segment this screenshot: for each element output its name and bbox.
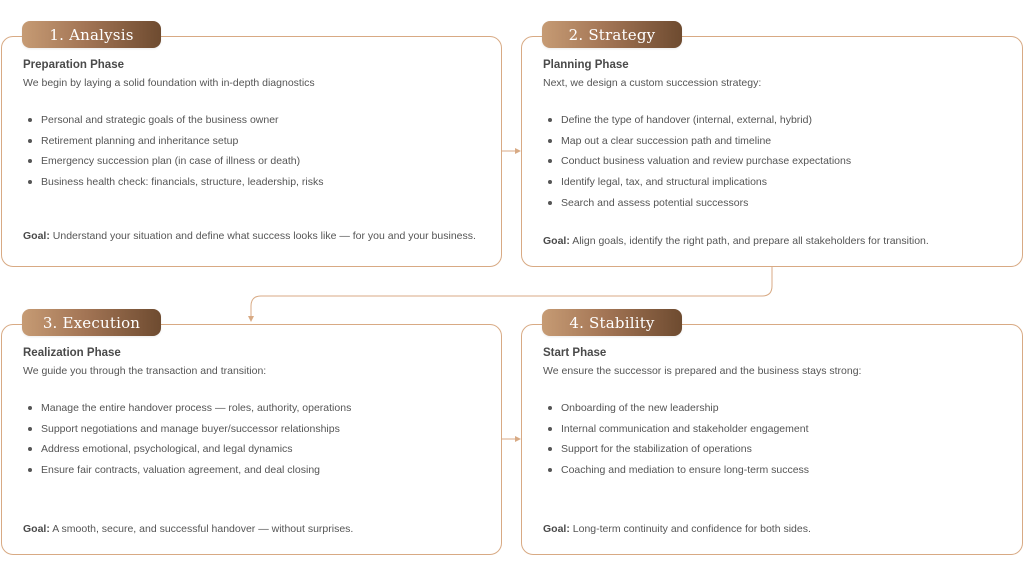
phase-goal: [543, 522, 1010, 536]
list-item: Support negotiations and manage buyer/successor relationships: [23, 423, 351, 444]
phase-title: Planning Phase: [543, 59, 629, 71]
list-item: Coaching and mediation to ensure long-term success: [543, 464, 809, 485]
phase-goal: [543, 234, 1010, 248]
bullet-icon: [28, 180, 32, 184]
goal-text: Long-term continuity and confidence for both sides.: [572, 523, 811, 535]
phase-item-list: [23, 402, 351, 485]
list-item: Manage the entire handover process — roles, authority, operations: [23, 402, 351, 423]
phase-title: Start Phase: [543, 347, 607, 359]
connector-2-to-3: [251, 267, 772, 321]
goal-text: A smooth, secure, and successful handover — without surprises.: [52, 523, 354, 535]
list-item: Identify legal, tax, and structural implications: [543, 176, 851, 197]
bullet-icon: [28, 159, 32, 163]
phase-intro: We begin by laying a solid foundation with in-depth diagnostics: [23, 77, 315, 89]
bullet-icon: [28, 447, 32, 451]
phase-item-list: [23, 114, 323, 197]
goal-label: Goal:: [23, 230, 50, 242]
phase-intro: We ensure the successor is prepared and the business stays strong:: [543, 365, 862, 377]
phase-item-list: [543, 114, 851, 217]
bullet-icon: [548, 406, 552, 410]
phase-badge-analysis: 1. Analysis: [22, 21, 161, 48]
list-item: Retirement planning and inheritance setup: [23, 135, 323, 156]
phase-item-list: [543, 402, 809, 485]
bullet-icon: [548, 447, 552, 451]
phase-goal: [23, 229, 489, 243]
bullet-icon: [548, 180, 552, 184]
phase-goal: [23, 522, 489, 536]
bullet-icon: [28, 406, 32, 410]
phase-title: Preparation Phase: [23, 59, 124, 71]
phase-card-stability: [521, 324, 1023, 555]
list-item: Address emotional, psychological, and legal dynamics: [23, 443, 351, 464]
list-item: Define the type of handover (internal, external, hybrid): [543, 114, 851, 135]
bullet-icon: [28, 139, 32, 143]
list-item: Support for the stabilization of operations: [543, 443, 809, 464]
list-item: Ensure fair contracts, valuation agreement, and deal closing: [23, 464, 351, 485]
phase-badge-stability: 4. Stability: [542, 309, 682, 336]
phase-intro: Next, we design a custom succession strategy:: [543, 77, 762, 89]
goal-label: Goal:: [23, 523, 50, 535]
bullet-icon: [548, 118, 552, 122]
bullet-icon: [548, 159, 552, 163]
list-item: Map out a clear succession path and timeline: [543, 135, 851, 156]
phase-intro: We guide you through the transaction and transition:: [23, 365, 267, 377]
goal-label: Goal:: [543, 235, 570, 247]
list-item: Personal and strategic goals of the business owner: [23, 114, 323, 135]
list-item: Emergency succession plan (in case of illness or death): [23, 155, 323, 176]
bullet-icon: [28, 427, 32, 431]
phase-card-strategy: [521, 36, 1023, 267]
goal-label: Goal:: [543, 523, 570, 535]
phase-card-analysis: [1, 36, 502, 267]
bullet-icon: [548, 201, 552, 205]
list-item: Business health check: financials, structure, leadership, risks: [23, 176, 323, 197]
bullet-icon: [28, 118, 32, 122]
list-item: Internal communication and stakeholder engagement: [543, 423, 809, 444]
bullet-icon: [548, 139, 552, 143]
bullet-icon: [28, 468, 32, 472]
list-item: Onboarding of the new leadership: [543, 402, 809, 423]
list-item: Conduct business valuation and review purchase expectations: [543, 155, 851, 176]
goal-text: Align goals, identify the right path, and prepare all stakeholders for transition.: [572, 235, 929, 247]
phase-badge-execution: 3. Execution: [22, 309, 161, 336]
bullet-icon: [548, 427, 552, 431]
phase-badge-strategy: 2. Strategy: [542, 21, 682, 48]
bullet-icon: [548, 468, 552, 472]
phase-title: Realization Phase: [23, 347, 121, 359]
goal-text: Understand your situation and define what success looks like — for you and your business.: [52, 230, 476, 242]
phase-card-execution: [1, 324, 502, 555]
list-item: Search and assess potential successors: [543, 197, 851, 218]
